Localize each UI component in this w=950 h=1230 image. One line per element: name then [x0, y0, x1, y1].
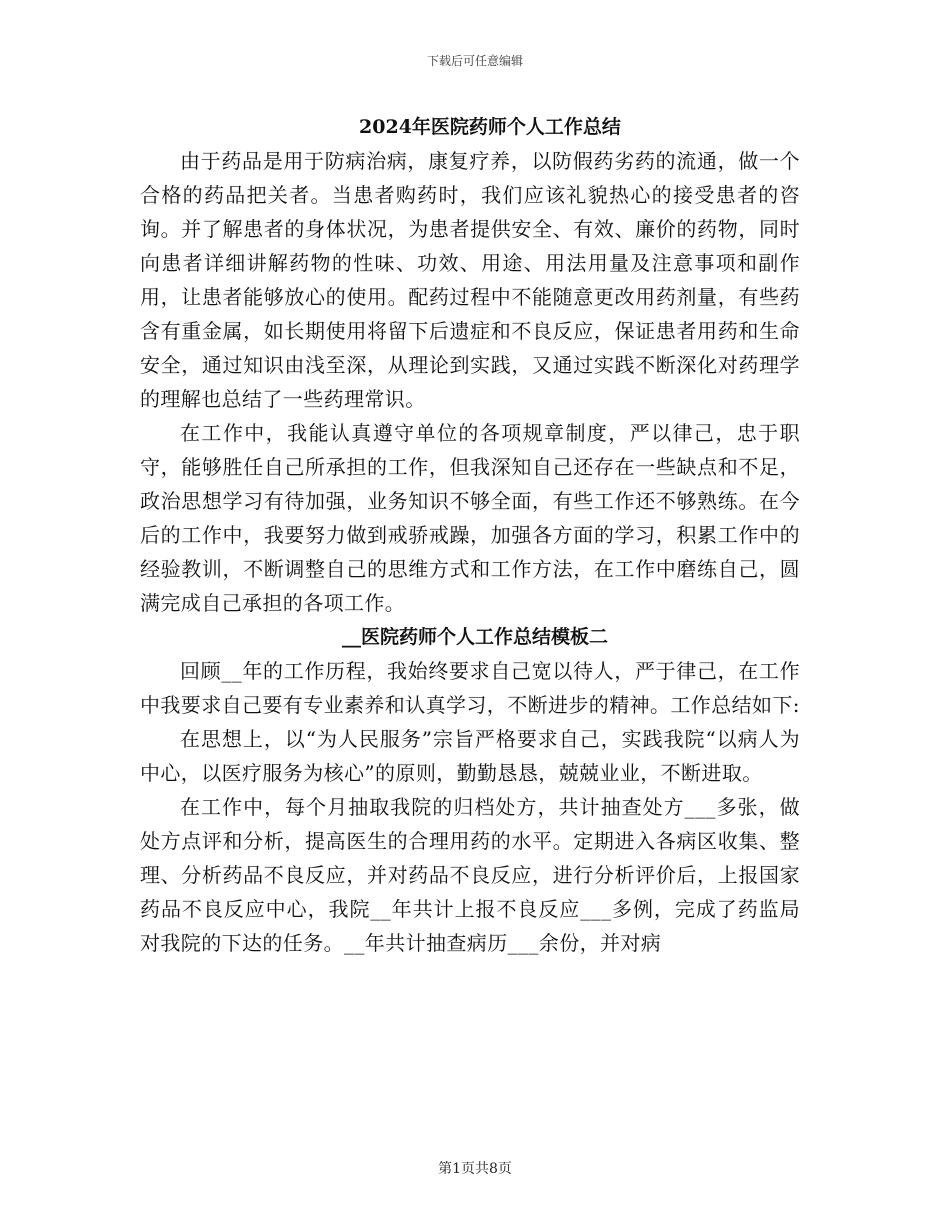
page-number: 第1页共8页: [438, 1161, 512, 1177]
paragraph: 由于药品是用于防病治病，康复疗养，以防假药劣药的流通，做一个合格的药品把关者。当患者购药时，我们应该礼貌热心的接受患者的咨询。并了解患者的身体状况，为患者提供安全、有效、廉价的药物，同时向患者详细讲解药物的性味、功效、用途、用法用量及注意事项和副作用，让患者能够放心的使用。配药过程中不能随意更改用药剂量，有些药含有重金属，如长期使用将留下后遗症和不良反应，保证患者用药和生命安全，通过知识由浅至深，从理论到实践，又通过实践不断深化对药理学的理解也总结了一些药理常识。: [140, 149, 800, 411]
paragraph: 在思想上，以“为人民服务”宗旨严格要求自己，实践我院“以病人为中心，以医疗服务为核心”的原则，勤勤恳恳，兢兢业业，不断进取。: [140, 727, 800, 785]
paragraph: 回顾__年的工作历程，我始终要求自己宽以待人，严于律己，在工作中我要求自己要有专业素养和认真学习，不断进步的精神。工作总结如下:: [140, 659, 800, 717]
header-note: 下载后可任意编辑: [426, 54, 523, 68]
document-body: [140, 110, 800, 960]
section-title: __医院药师个人工作总结模板二: [341, 626, 608, 648]
paragraph: 在工作中，每个月抽取我院的归档处方，共计抽查处方___多张，做处方点评和分析，提高医生的合理用药的水平。定期进入各病区收集、整理、分析药品不良反应，并对药品不良反应，进行分析评价后，上报国家药品不良反应中心，我院__年共计上报不良反应___多例，完成了药监局对我院的下达的任务。__年共计抽查病历___余份，并对病: [140, 795, 800, 955]
paragraph: 在工作中，我能认真遵守单位的各项规章制度，严以律己，忠于职守，能够胜任自己所承担的工作，但我深知自己还存在一些缺点和不足，政治思想学习有待加强，业务知识不够全面，有些工作还不够熟练。在今后的工作中，我要努力做到戒骄戒躁，加强各方面的学习，积累工作中的经验教训，不断调整自己的思维方式和工作方法，在工作中磨练自己，圆满完成自己承担的各项工作。: [140, 421, 800, 615]
document-title: 2024年医院药师个人工作总结: [359, 116, 621, 138]
